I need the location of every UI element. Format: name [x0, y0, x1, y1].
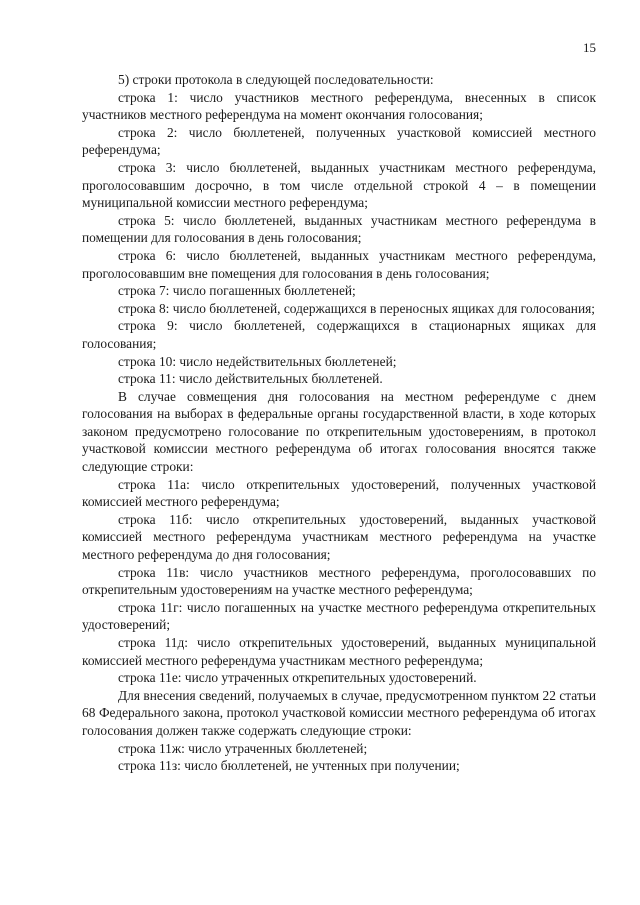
- paragraph-line-11g: строка 11г: число погашенных на участке местного референдума открепительных удостоверений;: [82, 599, 596, 633]
- paragraph-line-11a: строка 11а: число открепительных удостоверений, полученных участковой комиссией местного референдума;: [82, 476, 596, 510]
- paragraph-line-1: строка 1: число участников местного референдума, внесенных в список участников местного референдума на момент окончания голосования;: [82, 89, 596, 123]
- paragraph-line-11: строка 11: число действительных бюллетеней.: [118, 371, 383, 387]
- paragraph-line-8: строка 8: число бюллетеней, содержащихся в переносных ящиках для голосования;: [118, 300, 595, 316]
- paragraph-line-10: строка 10: число недействительных бюллетеней;: [118, 353, 397, 369]
- paragraph-line-11v: строка 11в: число участников местного референдума, проголосовавших по открепительным удостоверениям на участке местного референдума;: [82, 564, 596, 598]
- paragraph-combined-voting: В случае совмещения дня голосования на местном референдуме с днем голосования на выборах в федеральные органы государственной власти, в ходе которых законом предусмотрено голосование по открепительным удостоверениям, в протокол участковой комиссии местного референдума об итогах голосования вносятся также следующие строки:: [82, 388, 596, 475]
- paragraph-line-11d: строка 11д: число открепительных удостоверений, выданных муниципальной комиссией местного референдума участникам местного референдума;: [82, 635, 596, 668]
- paragraph-line-3: строка 3: число бюллетеней, выданных участникам местного референдума, проголосовавшим досрочно, в том числе отдельной строкой 4 – в помещении муниципальной комиссии местного референдума;: [82, 159, 596, 211]
- paragraph-intro: 5) строки протокола в следующей последовательности:: [118, 72, 434, 87]
- paragraph-line-2: строка 2: число бюллетеней, полученных участковой комиссией местного референдума;: [82, 124, 596, 158]
- paragraph-line-5: строка 5: число бюллетеней, выданных участникам местного референдума в помещении для голосования в день голосования;: [82, 212, 596, 246]
- paragraph-federal-law: Для внесения сведений, получаемых в случае, предусмотренном пунктом 22 статьи 68 Федерального закона, протокол участковой комиссии местного референдума об итогах голосования должен также содержать следующие строки:: [82, 687, 596, 738]
- page-number: 15: [583, 40, 596, 55]
- paragraph-line-9: строка 9: число бюллетеней, содержащихся в стационарных ящиках для голосования;: [82, 318, 596, 351]
- paragraph-line-7: строка 7: число погашенных бюллетеней;: [118, 283, 356, 299]
- paragraph-line-11zh: строка 11ж: число утраченных бюллетеней;: [118, 740, 368, 756]
- paragraph-line-6: строка 6: число бюллетеней, выданных участникам местного референдума, проголосовавшим вне помещения для голосования в день голосования;: [82, 247, 596, 281]
- paragraph-line-11z: строка 11з: число бюллетеней, не учтенных при получении;: [118, 758, 460, 774]
- document-body: [82, 71, 596, 775]
- paragraph-line-11e: строка 11е: число утраченных открепительных удостоверений.: [118, 670, 477, 686]
- paragraph-line-11b: строка 11б: число открепительных удостоверений, выданных участковой комиссией местного референдума участникам местного референдума на участке местного референдума до дня голосования;: [82, 511, 596, 563]
